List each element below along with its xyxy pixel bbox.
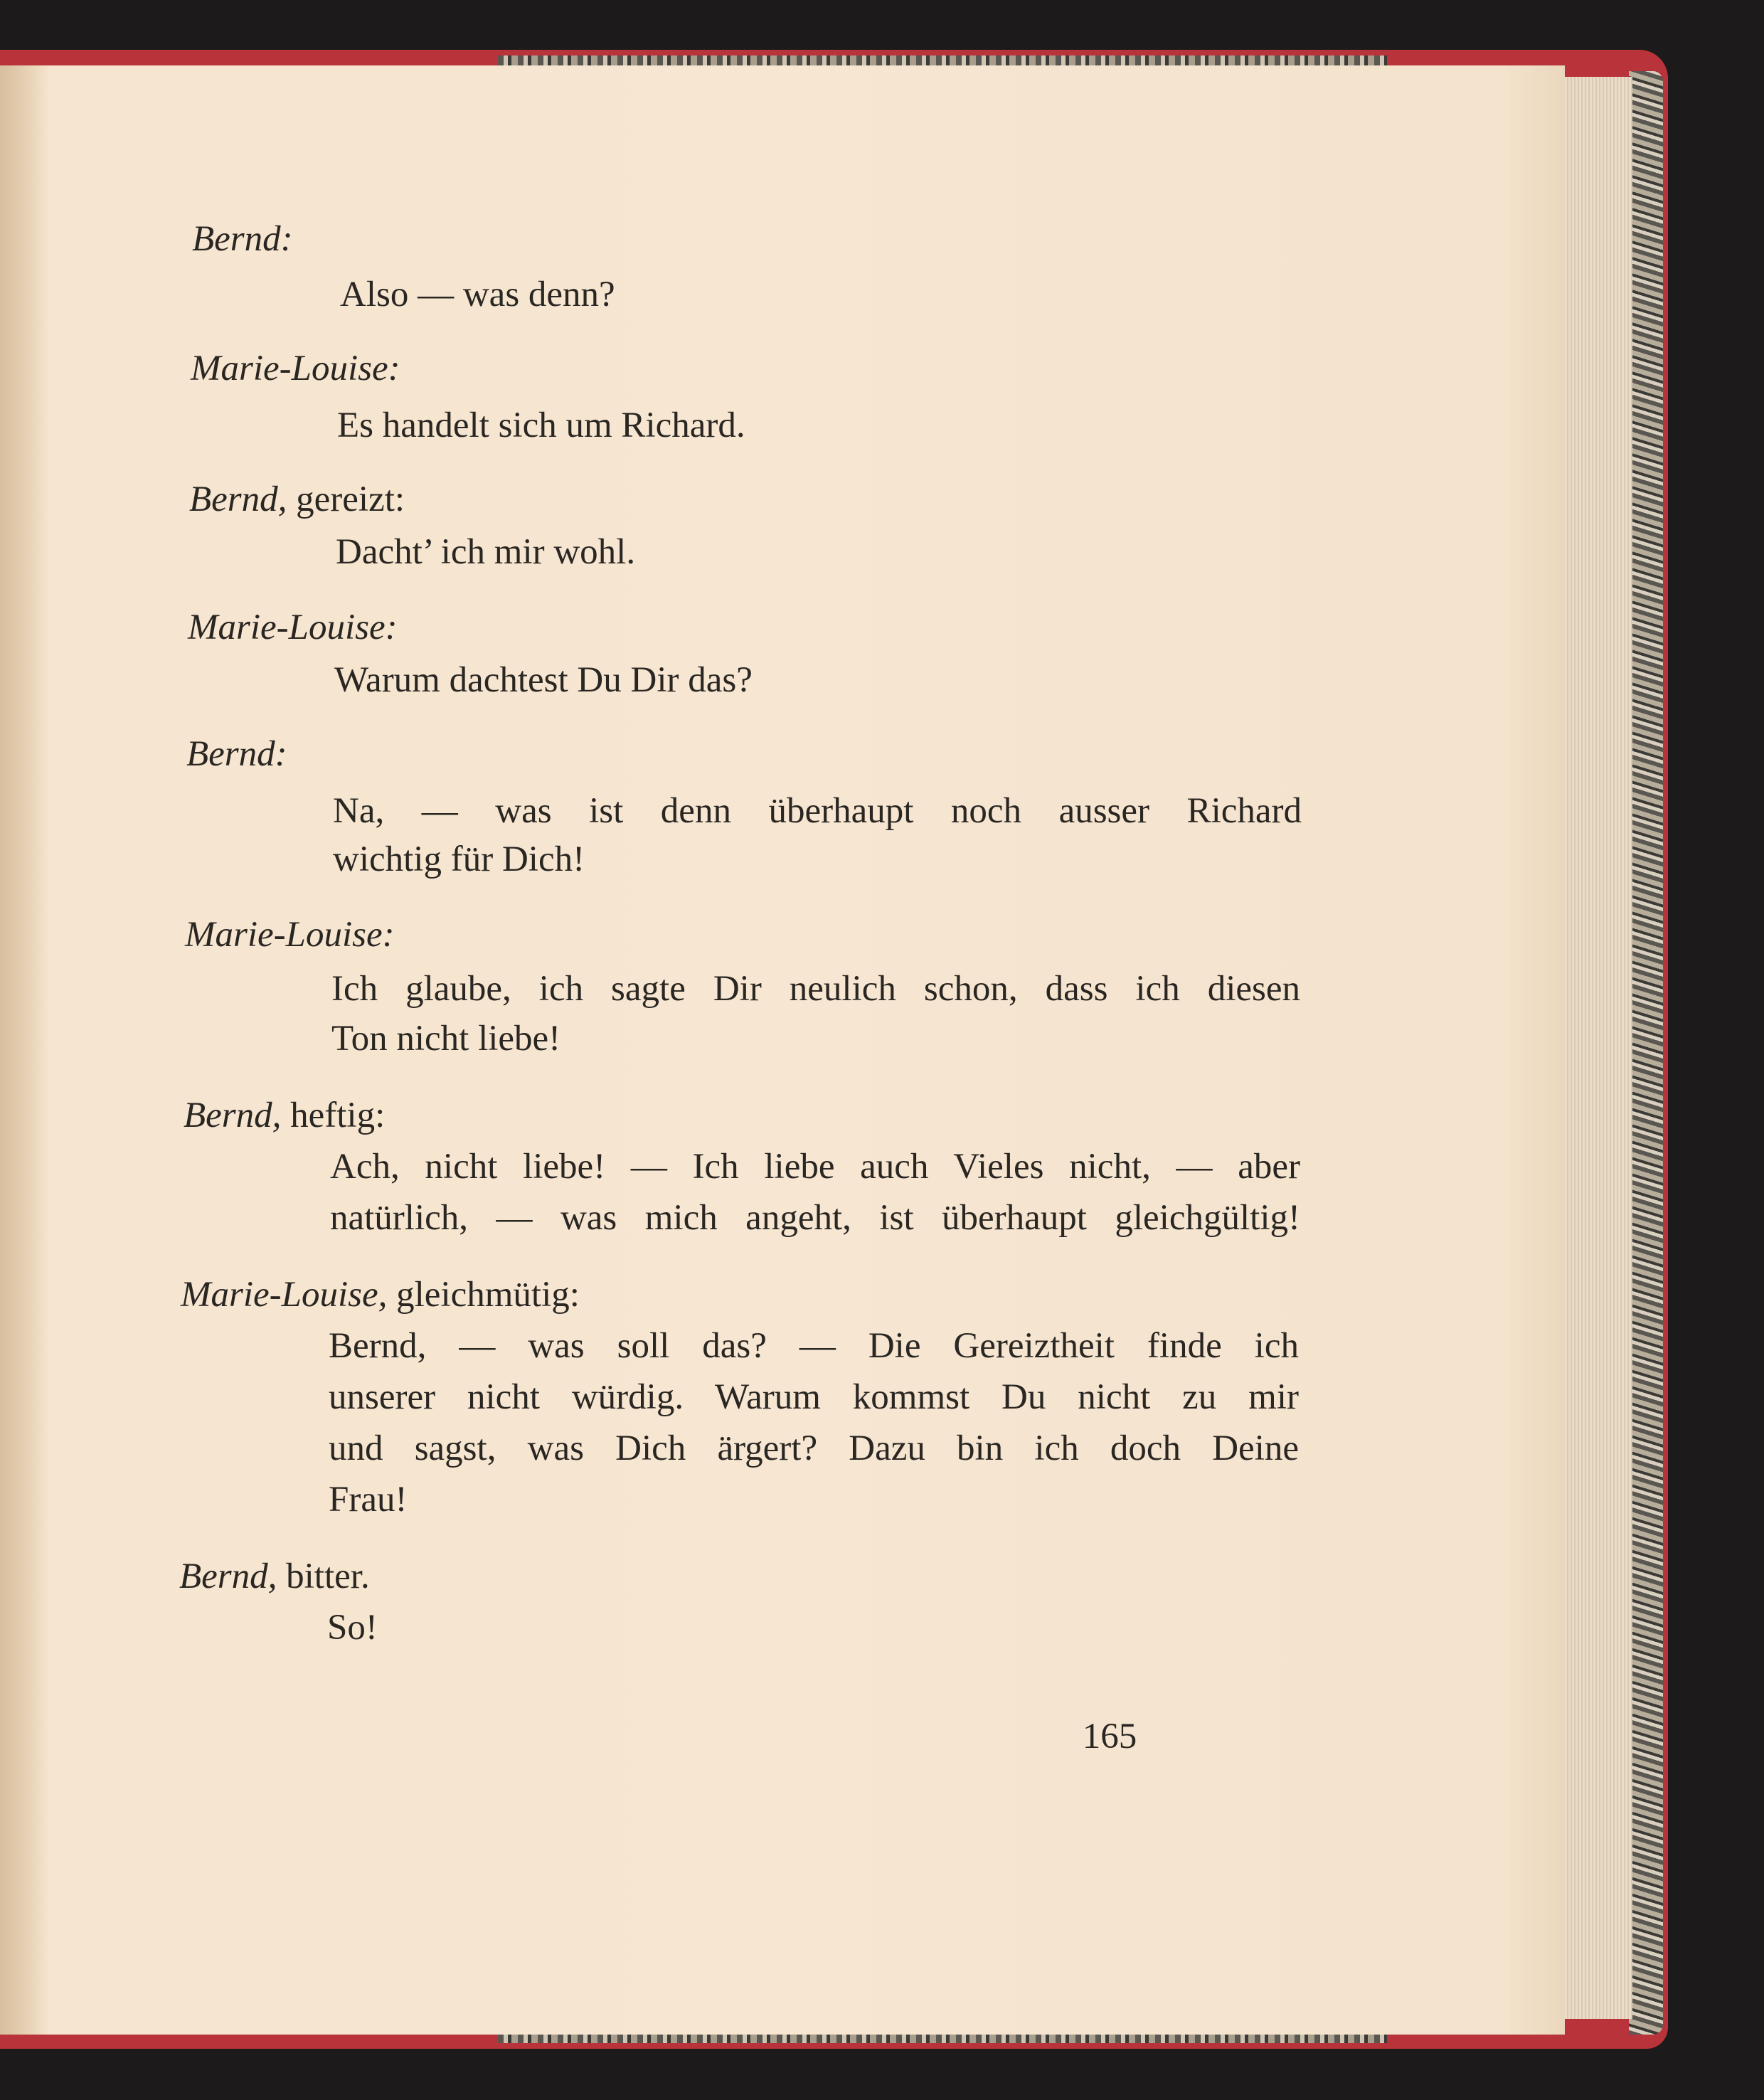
dialogue-line: unserer nicht würdig. Warum kommst Du nicht zu mir bbox=[329, 1377, 1299, 1417]
page-number: 165 bbox=[1082, 1717, 1137, 1756]
speaker-heading bbox=[188, 602, 398, 653]
speaker-heading bbox=[181, 1269, 580, 1320]
dialogue-line: Ich glaube, ich sagte Dir neulich schon, dass ich diesen bbox=[331, 969, 1300, 1009]
dialogue-line: Na, — was ist denn überhaupt noch ausser Richard bbox=[333, 791, 1302, 831]
speaker-heading bbox=[192, 213, 293, 265]
speaker-name: Bernd bbox=[186, 734, 275, 774]
marbled-fore-edge bbox=[1629, 71, 1663, 2035]
speaker-name: Marie-Louise bbox=[188, 608, 386, 647]
speaker-heading bbox=[186, 728, 287, 780]
speaker-name: Bernd, bbox=[179, 1557, 277, 1596]
dialogue-line: Bernd, — was soll das? — Die Gereiztheit finde ich bbox=[329, 1326, 1299, 1366]
dialogue-line: und sagst, was Dich ärgert? Dazu bin ich doch Deine bbox=[329, 1428, 1299, 1468]
dialogue-line: wichtig für Dich! bbox=[333, 839, 585, 879]
speaker-heading bbox=[185, 909, 395, 960]
speaker-name: Bernd, bbox=[184, 1096, 282, 1135]
dialogue-line: Frau! bbox=[329, 1480, 408, 1520]
stage-direction: gereizt: bbox=[296, 479, 405, 519]
speaker-name: Bernd, bbox=[189, 479, 287, 519]
dialogue-line: So! bbox=[327, 1608, 378, 1648]
speaker-heading bbox=[184, 1090, 385, 1141]
speaker-name: Bernd bbox=[192, 219, 281, 259]
dialogue-line: Ach, nicht liebe! — Ich liebe auch Vieles nicht, — aber bbox=[330, 1147, 1300, 1187]
dialogue-line: Dacht’ ich mir wohl. bbox=[336, 532, 636, 572]
speaker-heading bbox=[179, 1551, 370, 1602]
gutter-shadow bbox=[0, 65, 50, 2035]
speaker-colon: : bbox=[280, 219, 293, 259]
dialogue-line: natürlich, — was mich angeht, ist überhaupt gleichgültig! bbox=[330, 1198, 1300, 1238]
dialogue-line: Also — was denn? bbox=[340, 275, 615, 314]
speaker-name: Marie-Louise bbox=[191, 349, 388, 388]
speaker-name: Marie-Louise, bbox=[181, 1275, 388, 1315]
speaker-colon: : bbox=[388, 349, 400, 388]
dialogue-line: Es handelt sich um Richard. bbox=[337, 405, 745, 445]
stage-direction: gleichmütig: bbox=[396, 1275, 580, 1315]
speaker-heading bbox=[189, 474, 405, 525]
stage-direction: heftig: bbox=[290, 1096, 386, 1135]
speaker-colon: : bbox=[275, 734, 287, 774]
dialogue-line: Warum dachtest Du Dir das? bbox=[334, 660, 753, 700]
stage-direction: bitter. bbox=[286, 1557, 370, 1596]
speaker-heading bbox=[191, 343, 400, 394]
dialogue-line: Ton nicht liebe! bbox=[331, 1019, 561, 1059]
speaker-name: Marie-Louise bbox=[185, 915, 383, 955]
speaker-colon: : bbox=[385, 608, 398, 647]
speaker-colon: : bbox=[382, 915, 395, 955]
